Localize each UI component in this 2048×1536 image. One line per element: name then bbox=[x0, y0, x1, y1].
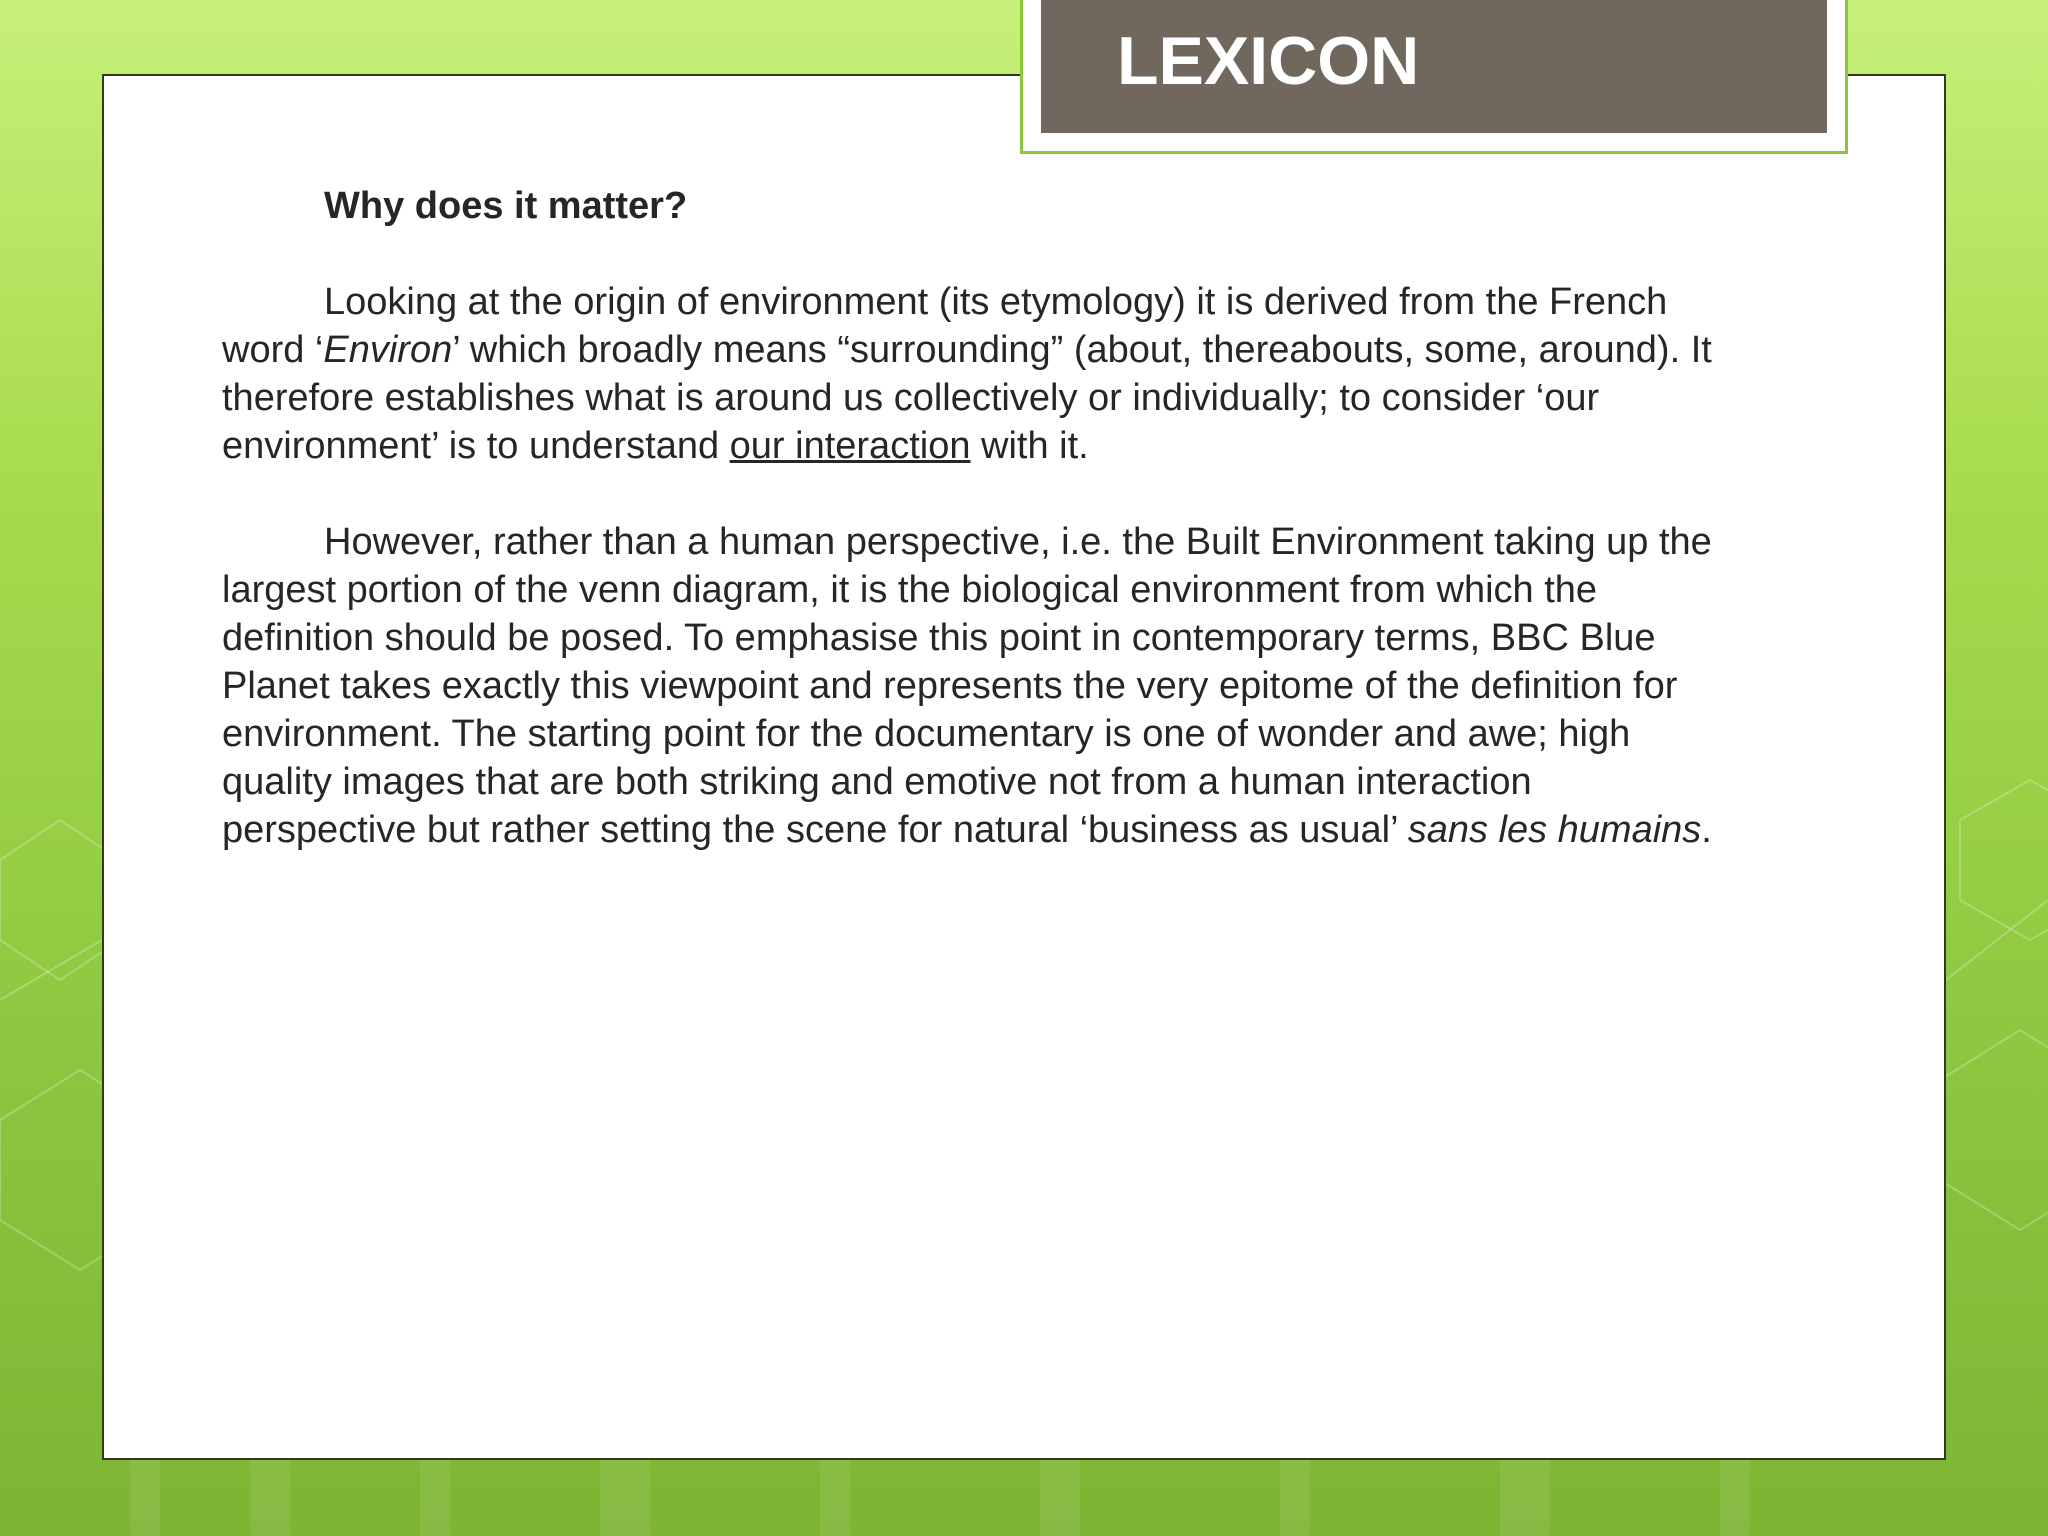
slide-title: LEXICON bbox=[1117, 23, 1420, 99]
slide-body bbox=[222, 182, 1722, 854]
para2-text-2: . bbox=[1701, 809, 1712, 851]
para2-sans-les-humains-italic: sans les humains bbox=[1407, 809, 1702, 851]
para1-environ-italic: Environ bbox=[323, 329, 453, 371]
paragraph-etymology bbox=[222, 278, 1722, 470]
para2-text-1: However, rather than a human perspective, i.e. the Built Environment taking up the largest portion of the venn diagram, it is the biological environment from which the definition should be posed. To emphasise this point in contemporary terms, BBC Blue Planet takes exactly this viewpoint and represents the very epitome of the definition for environment. The starting point for the documentary is one of wonder and awe; high quality images that are both striking and emotive not from a human interaction perspective but rather setting the scene for natural ‘business as usual’ bbox=[222, 521, 1712, 851]
section-heading: Why does it matter? bbox=[324, 185, 688, 227]
para1-text-3: with it. bbox=[970, 425, 1089, 467]
para1-our-interaction-underlined: our interaction bbox=[729, 425, 971, 467]
title-background bbox=[1041, 0, 1827, 133]
para1-text-1: Looking at the origin of environment (its etymology) it is derived from the French word ‘ bbox=[222, 281, 1668, 371]
title-box bbox=[1020, 0, 1848, 154]
paragraph-perspective bbox=[222, 518, 1722, 854]
para1-text-2: ’ which broadly means “surrounding” (about, thereabouts, some, around). It therefore establishes what is around us collectively or individually; to consider ‘our environment’ is to understand bbox=[222, 329, 1712, 467]
